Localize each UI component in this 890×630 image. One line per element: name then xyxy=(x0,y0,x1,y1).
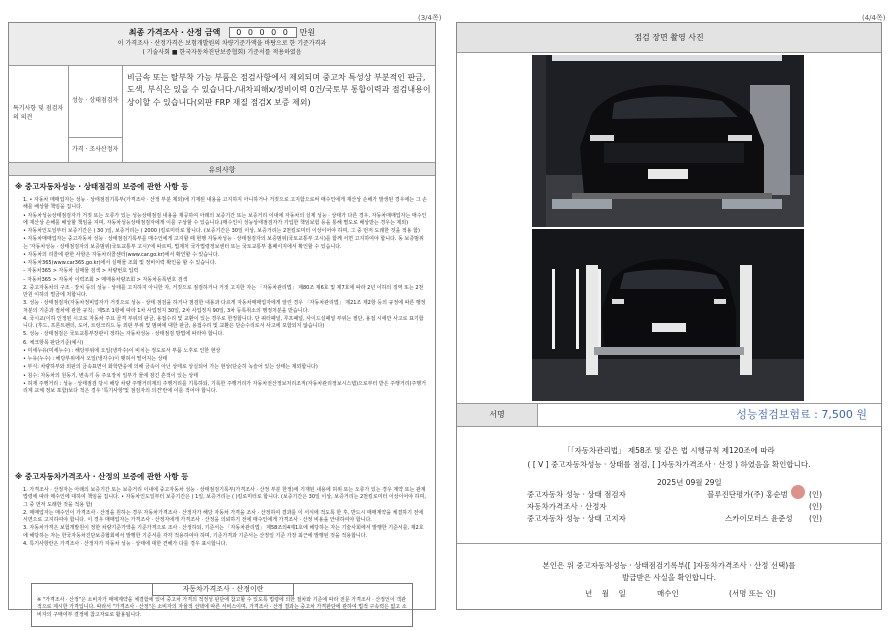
perf-inspector-text: 비금속 또는 탈부착 가능 부품은 점검사항에서 제외되며 중고차 특성상 부분적인 판금, 도색, 부식은 있을 수 있습니다./내차피해x/정비이력 0건/국토부 통합이력과 점검내용이 상이할 수 있습니다(외판 FRP 재질 점검X 보증 제외) xyxy=(127,73,431,107)
section1-item: – 자동차365 > 자동차 이력조회 > 매매용차량조회 > 자동차등록번호 검색 xyxy=(23,276,188,283)
price-investigator-label: 자동차가격조사 · 산정자 xyxy=(527,502,607,511)
final-price-line1: 이 가격조사 · 산정가격은 보험개발원의 차량기준가액을 바탕으로 한 기준가격과 xyxy=(117,40,327,47)
section2-item: 3. 자동차가격은 보험개발원이 정한 차량기준가액을 기준가격으로 조사 · 산정하되, 기준서는 「자동차관리법」 제58조의4제1호에 해당하는 자는 기술사회에서 발행한 기준서를, 제2호에 해당하는 자는 한국자동차진단보증협회에서 발행한 기준서를 각각 적용하여야 하며, 기준가격과 기준서는 산정일 기준 가장 최근에 발행된 것을 적용합니다. xyxy=(23,525,424,539)
perf-inspector-label: 성능 · 상태점검자 xyxy=(69,66,123,138)
price-inspector-label: 가격 · 조사산정자 xyxy=(69,138,123,162)
final-price-line2: ( 기술사회 ■ 한국자동차진단보증협회) 기준서를 적용하였음 xyxy=(142,48,302,56)
opinion-label: 특기사항 및 점검자의 의견 xyxy=(9,66,69,162)
final-price-section xyxy=(9,23,435,66)
inspection-fee: 성능점검보험료 : 7,500 원 xyxy=(736,408,867,421)
signature-label: 서명 xyxy=(457,404,538,426)
seal-stamp xyxy=(791,485,805,499)
section2-item: 2. 매매업자는 매수인이 가격조사 · 산정을 원하는 경우 자동차가격조사 · 산정자가 해당 자동차 가격을 조사 · 산정하여 결과를 이 서식에 적도록 한 후, 반드시 매매계약을 체결하기 전에 서면으로 고지하여야 합니다. 이 경우 매매업자는 가격조사 · 산정자에게 가격조사 · 산정을 의뢰하기 전에 매수인에게 가격조사 · 산정 비용을 안내하여야 합니다. xyxy=(23,509,424,523)
receipt-line2: 발급받은 사실을 확인합니다. xyxy=(621,573,717,582)
notice-header-label: 유의사항 xyxy=(208,166,236,174)
car-photo-lift xyxy=(532,229,804,401)
receipt-section xyxy=(457,543,881,610)
signature-row xyxy=(457,403,881,427)
opinion-table xyxy=(9,66,435,162)
section1-item: 3. 성능 · 상태점검자(자동차정비업자가 거짓으로 성능 · 상태 점검을 하거나 점검한 내용과 다르게 자동차매매업자에게 알린 경우 「자동차관리법」 제21조 제2항 등의 규정에 따른 행정처분의 기준과 절차에 관한 규칙」제5조 1항에 따라 1차 사업정지 30일, 2차 사업정지 90일, 3차 등록취소의 행정처분을 받습니다. xyxy=(23,300,426,314)
section1-item: • 미세누유(미세누수) : 해당부위에 오일(냉각수)이 비치는 정도로서 부품 노후로 인한 현상 xyxy=(23,347,221,354)
right-page xyxy=(456,22,882,610)
price-investigator-seal: (인) xyxy=(809,502,823,511)
car-front-illustration xyxy=(532,55,804,227)
section2-item: 1. 가격조사 · 산정자는 아래의 보증기간 또는 보증거리 이내에 중고자동차 성능 · 상태점검기록부(가격조사 · 산정 부분 한정)에 기재된 내용에 허위 또는 오류가 있는 경우 계약 또는 관계법령에 따라 매수인에 대하여 책임을 집니다. • 자동차인도일부터 보증기간은 ( 1일, 보증거리는 ( )킬로미터로 합니다. (보증기간은 30일 이상, 보증거리는 2천킬로미터 이상이어야 하며, 그 중 먼저 도래한 것을 적용 함) xyxy=(23,487,426,508)
inspector-label: 중고자동차 성능 · 상태 점검자 xyxy=(527,490,626,499)
photo-header xyxy=(457,23,881,53)
left-page xyxy=(8,22,436,618)
section1-item: 2. 중고자동차의 구조 · 장치 등의 성능 · 상태를 고지하지 아니한 자, 거짓으로 점검하거나 거짓 고지한 자는 「자동차관리법」 제80조 제6호 및 제7호에 따라 2년 이하의 징역 또는 2천만원 이하의 벌금에 처합니다. xyxy=(23,284,424,298)
section1-item: • 누유(누수) : 해당부위에서 오일(냉각수)이 맺혀서 떨어지는 상태 xyxy=(23,356,168,362)
notifier-label: 중고자동차 성능 · 상태 고지자 xyxy=(527,514,626,523)
section1-item: • 침수: 자동차의 원동기, 변속기 등 주요장치 일부가 물에 잠긴 흔적이 있는 상태 xyxy=(23,372,199,379)
notice-header xyxy=(9,162,435,176)
footer-box-text: ※ "가격조사 · 산정"은 소비자가 매매계약을 체결함에 있어 중고차 가격의 적정성 판단에 참고할 수 있도록 법령에 의한 절차와 기준에 따라 전문 가격조사 · 산정인이 객관적으로 제시한 가격입니다. 따라서 "가격조사 · 산정"은 소비자의 자율적 선택에 따른 서비스이며, 가격조사 · 산정 결과는 중고차 가격판단에 관하여 법적 구속력은 없고 소비자의 구매여부 결정에 참고자료로 활용됩니다. xyxy=(37,597,407,618)
section1-list xyxy=(23,197,427,396)
amount-unit: 만원 xyxy=(299,28,316,37)
section1-title: ※ 중고자동차성능 · 상태점검의 보증에 관한 사항 등 xyxy=(15,182,189,191)
buyer-sign: (서명 또는 인) xyxy=(729,589,776,598)
receipt-line1: 본인은 위 중고자동차성능 · 상태점검기록부([ ]자동차가격조사 · 산정 선택)를 xyxy=(542,561,796,570)
section1-item: • 자동차의 리콜에 관한 사항은 자동차리콜센터(www.car.go.kr)에서 확인할 수 있습니다. xyxy=(23,251,220,258)
footer-box xyxy=(31,583,413,627)
car-lift-illustration xyxy=(532,229,804,401)
final-price-title: 최종 가격조사 · 산정 금액 xyxy=(128,28,221,37)
section1-item: 4. 국시교(이하 인정된 시고로 자동차 주요 골격 부위의 판금, 용접수리 및 교환이 있는 경우로 한정합니다. 단 쿼터패널, 루프패널, 사이드실패널 부위는 절단, 용접 시에만 사고로 표기합니다. (후드, 프론트펜더, 도어, 트렁크리드 등 외판 부위 및 범퍼에 대한 판금, 용접수리 및 교환은 단순수리로서 사고에 포함되지 않습니다) xyxy=(23,315,424,329)
section1-item: 6. 체크항목 판단기준(예시) xyxy=(23,339,84,346)
car-photo-front xyxy=(532,55,804,227)
left-page-number: (3/4쪽) xyxy=(418,14,442,22)
cert-date: 2025년 09월 29일 xyxy=(657,478,722,487)
section1-item: 1. • 자동차 매매업자는 성능 · 상태점검기록부(가격조사 · 산정 부분 제외)에 기재된 내용을 고지하지 아니하거나 거짓으로 고지함으로써 매수인에게 재산상 손해가 발생된 경우에는 그 손해를 배상할 책임을 집니다. xyxy=(23,197,427,211)
section1-item: • 자동차365(www.car365.go.kr)에서 실매물 조회 및 정비이력 확인을 할 수 있습니다. xyxy=(23,260,217,266)
section2-item: 4. 특기사항란은 가격조사 · 산정자가 자동차 성능 · 상태에 대한 견해가 다를 경우 표시합니다. xyxy=(23,540,228,547)
section1-item: – 자동차365 > 자동차 실매물 검색 > 차량번호 입력 xyxy=(23,268,139,275)
section2-list xyxy=(23,487,427,549)
notifier-seal: (인) xyxy=(809,514,823,523)
section1-item: • 부식: 차량하부와 외판의 금속표면이 화학반응에 의해 금속이 아닌 상태로 상실되어 가는 현상(단순히 녹슬어 있는 상태는 제외합니다) xyxy=(23,364,318,371)
section1-item: • 자동차매매업자는 중고자동차 성능 · 상태점검기록부를 매수인에게 고지할 때 현행 자동차성능 · 상태점검자의 보증범위(국토교통부 고시)를 함께 서면 고지하여야 합니다. 동 보증범위는 '자동차성능 · 상태점검자의 보증범위(국토교통부 고시)'에 따르며, 법제처 국가법령정보센터 또는 국토교통부 홈페이지에서 확인할 수 있습니다. xyxy=(23,236,424,250)
buyer-label: 매수인 xyxy=(657,589,679,598)
cert-line2: ( [ V ] 중고자동차성능 · 상태를 점검, [ ]자동차가격조사 · 산정 ) 하였음을 확인합니다. xyxy=(527,460,811,469)
inspector-value: 블루진단평가(주) 홍순범 xyxy=(707,490,788,499)
photo-header-label: 점검 장면 촬영 사진 xyxy=(634,33,704,42)
inspector-seal: (인) xyxy=(809,490,823,499)
cert-line1: 「「자동차관리법」 제58조 및 같은 법 시행규칙 제120조에 따라 xyxy=(563,446,775,455)
receipt-date-fields: 년 월 일 xyxy=(585,589,626,598)
section2-title: ※ 중고자동차가격조사 · 산정의 보증에 관한 사항 등 xyxy=(15,472,189,481)
section1-item: 5. 성능 · 상태점검은 국토교통부장관이 정하는 자동차성능 · 상태점검 방법에 따라야 합니다. xyxy=(23,331,224,338)
notifier-value: 스카이모터스 윤준성 xyxy=(725,514,793,523)
section1-item: • 자동차성능상태점검자가 거짓 또는 오류가 있는 성능상태점검 내용을 제공하여 아래의 보증기간 또는 보증거리 이내에 자동차의 실제 성능 · 상태가 다른 경우, 자동차매매업자는 매수인에 재산상 손해를 배상할 책임을 지며, 자동차성능상태점검자에게 이를 구상할 수 있습니다.(매수인이 성능상태점검자가 가입한 책임보험 등을 통해 별도로 배상받는 경우는 제외) xyxy=(23,212,427,226)
section1-item: • 자동차인도일부터 보증기간은 ( 30 )일, 보증거리는 ( 2000 )킬로미터로 합니다. (보증기간은 30일 이상, 보증거리는 2천킬로미터 이상이어야 하며, 그 중 먼저 도래한 것을 적용 함) xyxy=(23,228,420,234)
footer-box-title: 자동차가격조사 · 산정이란 xyxy=(152,583,294,596)
right-page-number: (4/4쪽) xyxy=(862,14,886,22)
amount-box: 0 0 0 0 0 xyxy=(229,27,297,38)
section1-item: • 허재 주행거리 : 성능 · 상태점검 당시 해당 차량 주행거리계의 주행거리를 기록하되, 기록한 주행거리가 자동차전산정보처리조직(자동차관리정보시스템)으로부터 받은 주행거리(주행거리계 교체 정보 포함)보다 적은 경우 '특기사항'및 점검자의 의견'란에 이를 적어야 합니다. xyxy=(23,380,426,394)
